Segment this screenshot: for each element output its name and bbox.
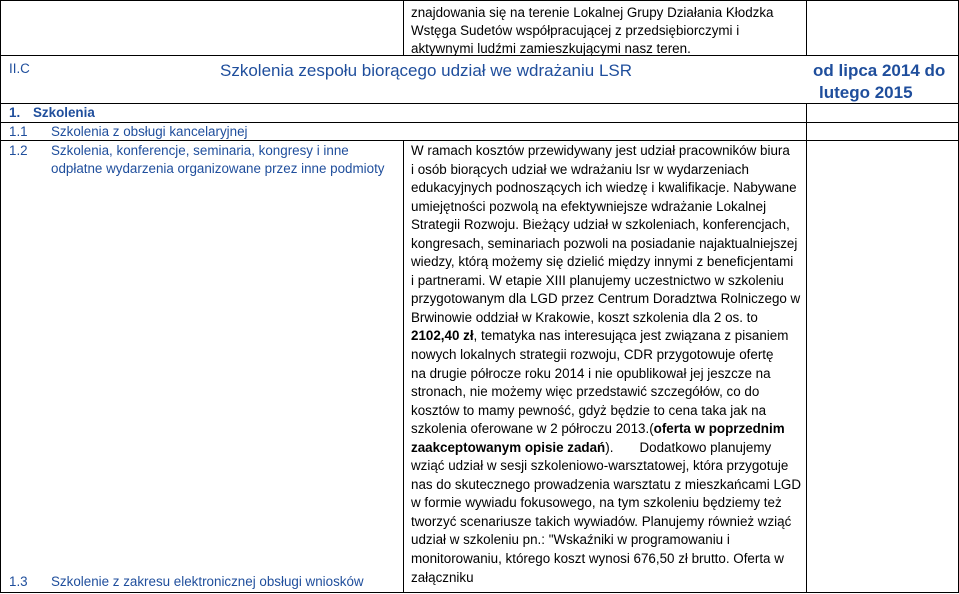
text-line: tworzyć scenariusze takich wywiadów. Planujemy również wziąć [411,513,792,529]
row-label: Szkolenie z zakresu elektronicznej obsługi wniosków [51,574,364,589]
row-number: 1. [9,105,21,120]
section-code: II.C [9,61,30,76]
text-line: przygotowanym dla LGD przez Centrum Doradztwa Rolniczego w [411,291,801,307]
text-line: kosztów to mamy pewność, gdyż będzie to cena taka jak na [411,402,767,418]
text-line: nas do skutecznego prowadzenia warsztatu z mieszkańcami LGD [411,476,802,492]
text-fragment: szkolenia oferowane w 2 półroczu 2013.( [411,421,654,437]
text-line: monitorowaniu, którego koszt wynosi 676,50 zł brutto. Oferta w [411,551,784,567]
row-number: 1.2 [9,143,28,158]
text-line [411,420,806,439]
section-title: Szkolenia zespołu biorącego udział we wdrażaniu LSR [220,61,633,80]
text-line: na drugie półrocze roku 2014 i nie opublikował jej jeszcze na [411,365,771,381]
text-line: i osób biorących udział we wdrażaniu lsr w wydarzeniach [411,161,749,177]
row-number: 1.1 [9,124,28,139]
column-divider [806,0,807,56]
text-line: wiedzy, którą możemy się dzielić między innymi z beneficjentami [411,254,794,270]
bold-note: zaakceptowanym opisie zadań [411,439,606,455]
text-line: Brwinowie oddział w Krakowie, koszt szkolenia dla 2 os. to [411,309,758,325]
text-line [411,439,806,458]
text-line: aktywnymi ludźmi zamieszkującymi nasz teren. [411,41,691,57]
text-line: w formie wywiadu fokusowego, na tym szkoleniu będziemy też [411,495,782,511]
text-line: Strategii Rozwoju. Bieżący udział w szkoleniach, konferencjach, [411,217,790,233]
text-line: W ramach kosztów przewidywany jest udział pracowników biura [411,143,790,158]
text-line: i partnerami. W etapie XIII planujemy uczestnictwo w szkoleniu [411,272,784,288]
column-divider [403,140,404,593]
text-line: znajdowania się na terenie Lokalnej Grupy Działania Kłodzka [411,5,774,20]
row-label: Szkolenia [33,105,95,120]
text-line: załączniku [411,569,474,585]
text-line: kongresach, seminariach pozwoli na posiadanie najaktualniejszej [411,235,798,251]
row-label: Szkolenia z obsługi kancelaryjnej [51,124,248,139]
text-line: wziąć udział w sesji szkoleniowo-warsztatowej, która przygotuje [411,458,789,474]
text-line: Wstęga Sudetów współpracującej z przedsiębiorczymi i [411,23,740,39]
text-line: edukacyjnych podnoszących ich wiedzę i kwalifikacje. Nabywane [411,180,797,196]
row-label-line: odpłatne wydarzenia organizowane przez inne podmioty [51,161,385,177]
table-border-bottom [0,592,959,593]
table-border-top [0,0,959,1]
text-line [411,327,806,346]
text-fragment: , tematyka nas interesująca jest związana z pisaniem [473,328,789,344]
text-line: nowych lokalnych strategii rozwoju, CDR przygotowuje ofertę [411,347,774,363]
column-divider [403,0,404,56]
row-number: 1.3 [9,574,28,589]
column-divider [806,103,807,593]
text-fragment: ). Dodatkowo planujemy [605,439,772,455]
period-line: lutego 2015 [819,83,913,102]
row-label-line: Szkolenia, konferencje, seminaria, kongresy i inne [51,143,349,158]
description-cell [411,142,806,587]
bold-note: oferta w poprzednim [653,421,785,437]
row-label [51,142,401,178]
top-description-cell [411,4,806,58]
cost-amount: 2102,40 zł [411,328,474,344]
period-line: od lipca 2014 do [813,61,946,80]
text-line: stronach, nie możemy więc przedstawić szczegółów, co do [411,384,760,400]
section-period [813,60,959,104]
text-line: umiejętności pozwolą na efektywniejsze wdrażanie Lokalnej [411,198,767,214]
table-border-left [0,0,1,593]
text-line: udział w szkoleniu pn.: "Wskaźniki w programowaniu i [411,532,730,548]
